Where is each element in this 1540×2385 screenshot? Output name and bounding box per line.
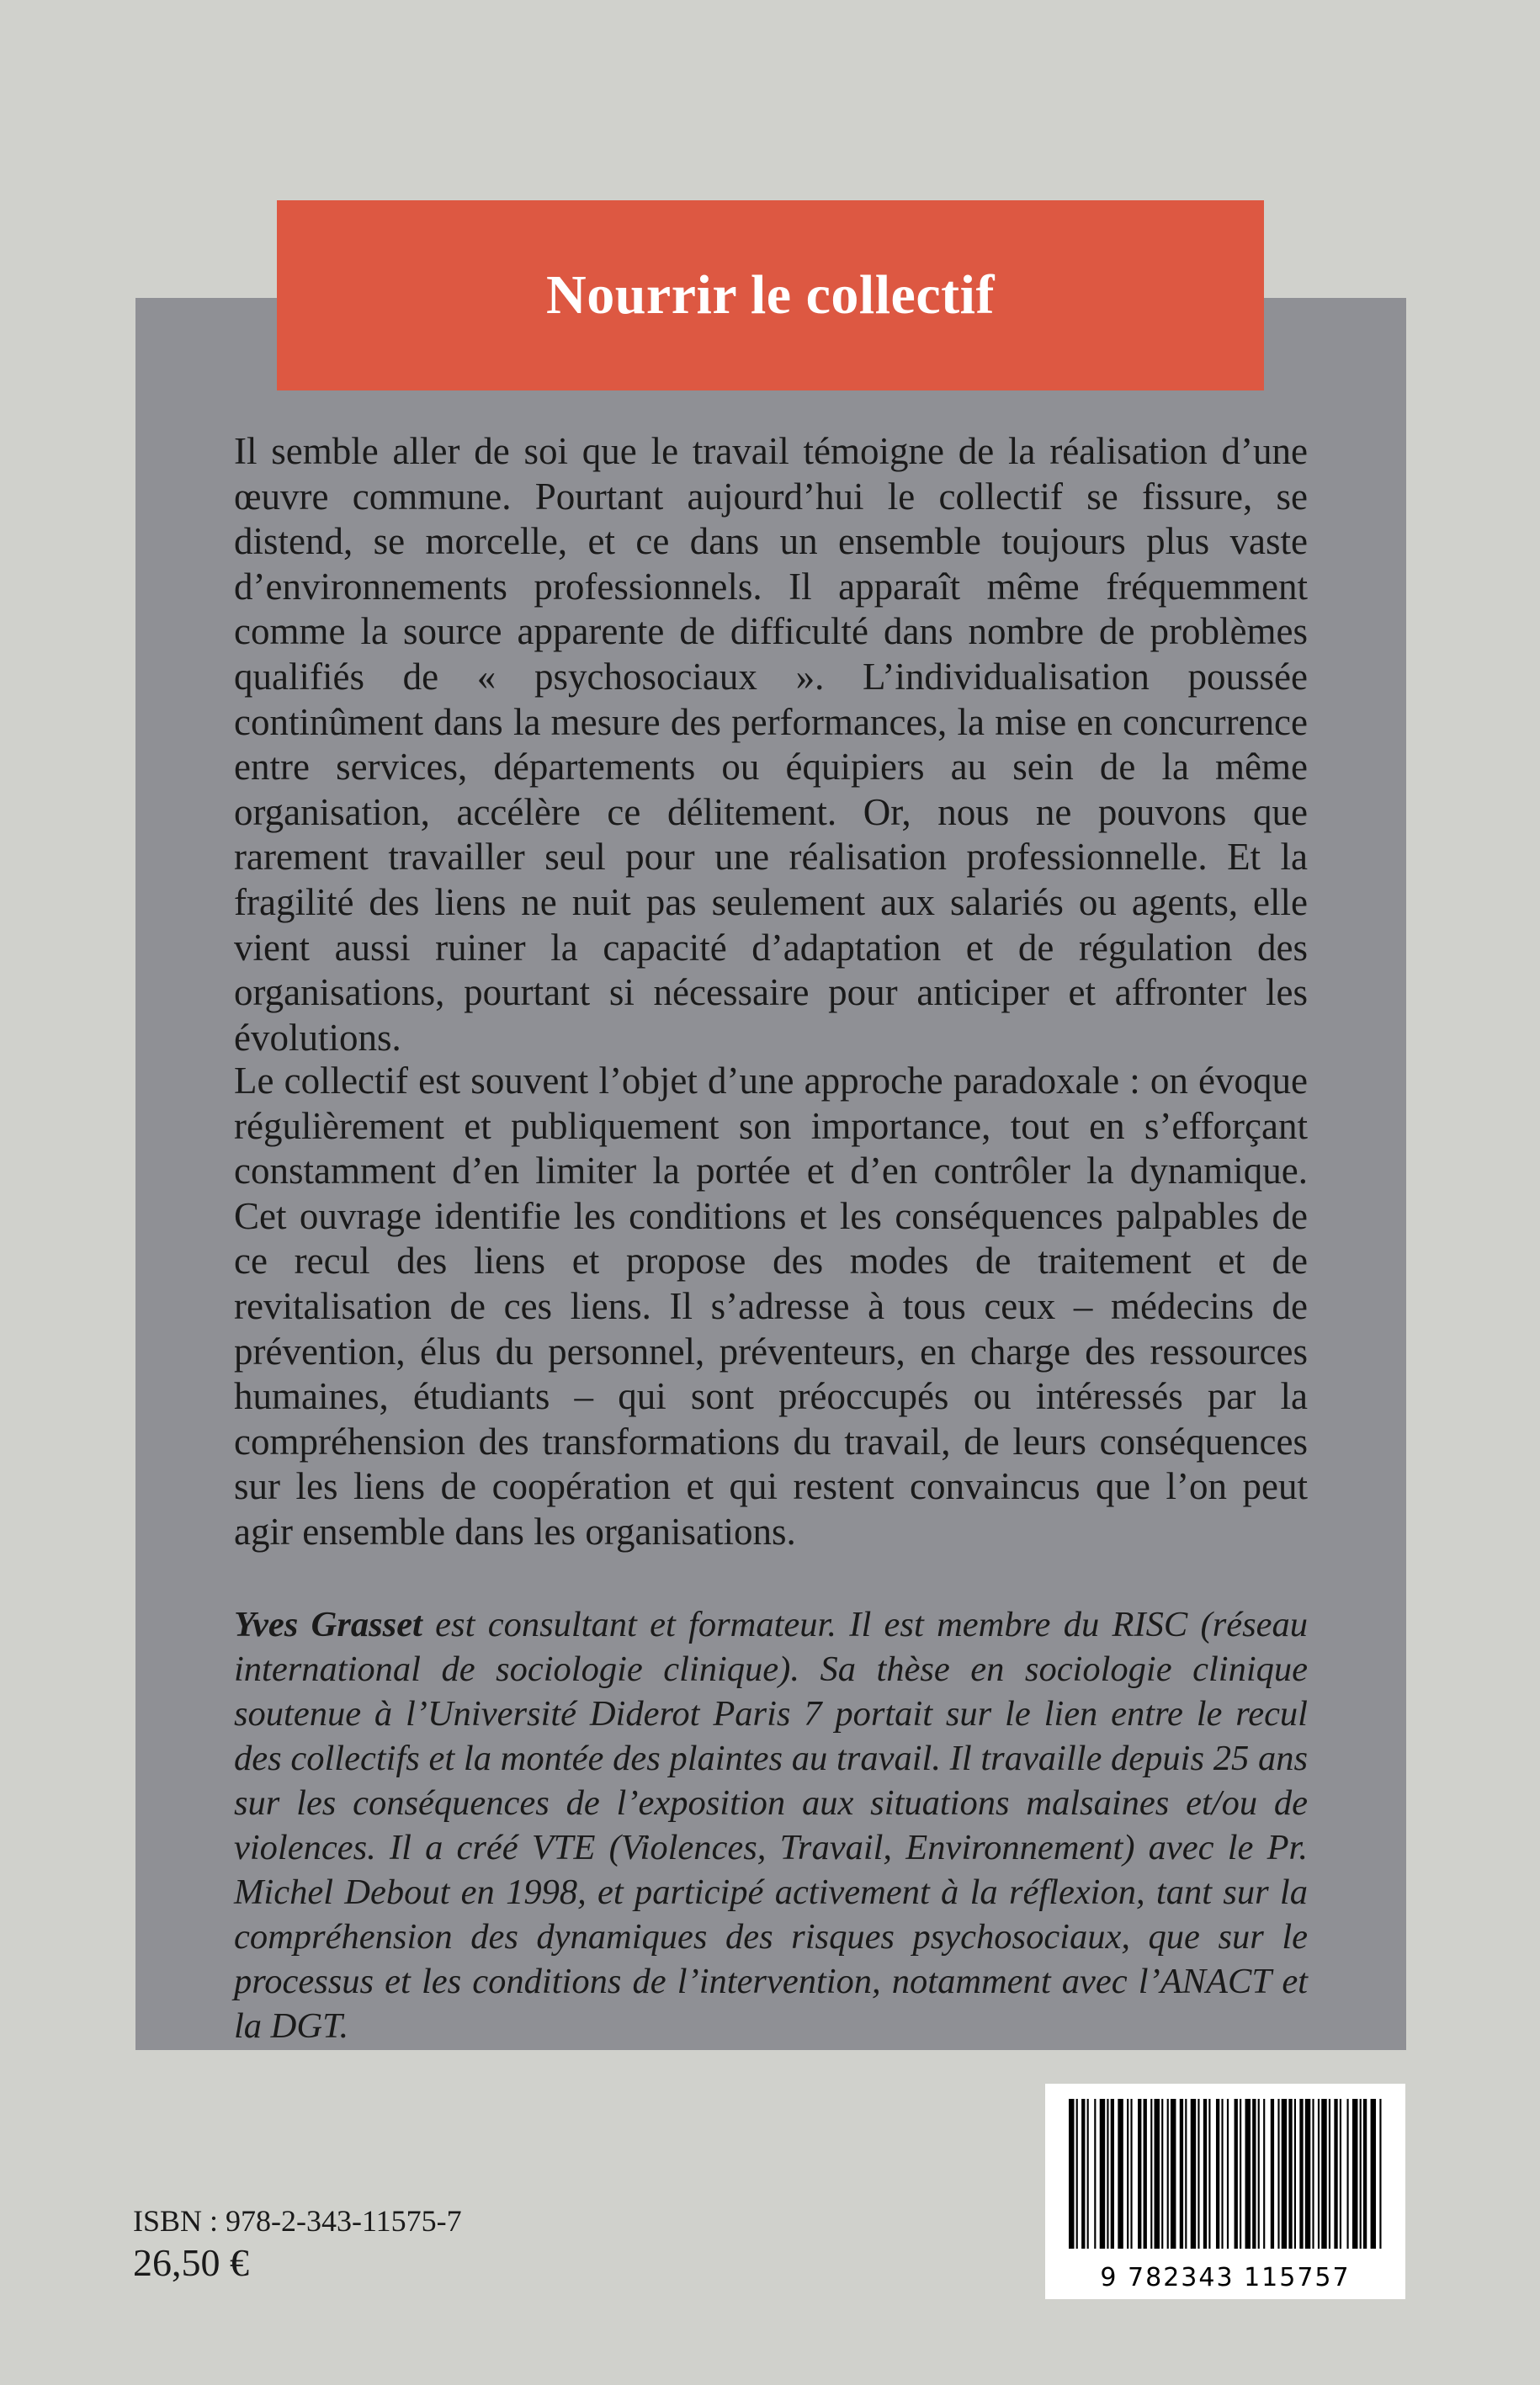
barcode-bar: [1144, 2099, 1147, 2249]
barcode-bar: [1277, 2099, 1279, 2249]
barcode-bar: [1138, 2099, 1141, 2249]
barcode-bar: [1282, 2099, 1287, 2249]
barcode-bar: [1299, 2099, 1303, 2249]
author-bio: [234, 1602, 1308, 2048]
summary-paragraph-1: Il semble aller de soi que le travail témoigne de la réalisation d’une œuvre commune. Pourtant aujourd’hui le collectif se fissure, se distend, se morcelle, et ce dans un ensemble toujours plus vaste d’environnements professionnels. Il apparaît même fréquemment comme la source apparente de difficulté dans nombre de problèmes qualifiés de « psychosociaux ». L’individualisation poussée continûment dans la mesure des performances, la mise en concurrence entre services, départements ou équipiers au sein de la même organisation, accélère ce délitement. Or, nous ne pouvons que rarement travailler seul pour une réalisation professionnelle. Et la fragilité des liens ne nuit pas seulement aux salariés ou agents, elle vient aussi ruiner la capacité d’adaptation et de régulation des organisations, pourtant si nécessaire pour anticiper et affronter les évolutions.: [234, 430, 1308, 1059]
barcode-bar: [1185, 2099, 1187, 2249]
barcode-bar: [1069, 2099, 1074, 2249]
barcode-bar: [1203, 2099, 1207, 2249]
barcode-bar: [1379, 2099, 1381, 2249]
barcode-bar: [1288, 2099, 1292, 2249]
barcode: [1045, 2084, 1405, 2299]
barcode-bar: [1081, 2099, 1085, 2249]
barcode-bar: [1329, 2099, 1330, 2249]
barcode-bar: [1111, 2099, 1114, 2249]
barcode-bar: [1371, 2099, 1376, 2249]
barcode-bar: [1076, 2099, 1078, 2249]
barcode-bar: [1155, 2099, 1160, 2249]
author-bio-text: est consultant et formateur. Il est membre du RISC (réseau international de sociologie clinique). Sa thèse en sociologie clinique soutenue à l’Université Diderot Paris 7 portait sur le lien entre le recul des collectifs et la montée des plaintes au travail. Il travaille depuis 25 ans sur les conséquences de l’exposition aux situations malsaines et/ou de violences. Il a créé VTE (Violences, Travail, Environnement) avec le Pr. Michel Debout en 1998, et participé activement à la réflexion, tant sur la compréhension des dynamiques des risques psychosociaux, que sur le processus et les conditions de l’intervention, notamment avec l’ANACT et la DGT.: [234, 1605, 1308, 2046]
barcode-bar: [1240, 2099, 1241, 2249]
barcode-bar: [1161, 2099, 1163, 2249]
barcode-bar: [1150, 2099, 1152, 2249]
barcode-bar: [1087, 2099, 1089, 2249]
barcode-bar: [1352, 2099, 1357, 2249]
barcode-bar: [1258, 2099, 1260, 2249]
barcode-bar: [1094, 2099, 1096, 2249]
book-title: Nourrir le collectif: [546, 264, 995, 326]
barcode-bar: [1227, 2099, 1229, 2249]
barcode-bar: [1216, 2099, 1219, 2249]
barcode-bar: [1340, 2099, 1341, 2249]
isbn: ISBN : 978-2-343-11575-7: [133, 2204, 462, 2238]
barcode-bar: [1118, 2099, 1123, 2249]
barcode-bar: [1346, 2099, 1348, 2249]
barcode-bar: [1271, 2099, 1274, 2249]
barcode-bar: [1208, 2099, 1210, 2249]
barcode-bar: [1360, 2099, 1362, 2249]
barcode-bar: [1363, 2099, 1367, 2249]
barcode-bar: [1245, 2099, 1251, 2249]
barcode-bar: [1221, 2099, 1223, 2249]
barcode-bar: [1305, 2099, 1310, 2249]
barcode-bar: [1167, 2099, 1169, 2249]
barcode-bar: [1180, 2099, 1183, 2249]
barcode-bars: [1069, 2099, 1382, 2249]
summary-paragraph-2: Le collectif est souvent l’objet d’une approche paradoxale : on évoque régulièrement et publiquement son importance, tout en s’efforçant constamment d’en limiter la portée et d’en contrôler la dynamique. Cet ouvrage identifie les conditions et les conséquences palpables de ce recul des liens et propose des modes de traitement et de revitalisation de ces liens. Il s’adresse à tous ceux – médecins de prévention, élus du personnel, préventeurs, en charge des ressources humaines, étudiants – qui sont préoccupés ou intéressés par la compréhension des transformations du travail, de leurs conséquences sur les liens de coopération et qui restent convaincus que l’on peut agir ensemble dans les organisations.: [234, 1060, 1308, 1553]
barcode-bar: [1130, 2099, 1132, 2249]
author-name: Yves Grasset: [234, 1605, 422, 1644]
barcode-bar: [1197, 2099, 1199, 2249]
barcode-bar: [1294, 2099, 1296, 2249]
barcode-digits: 9 782343 115757: [1100, 2263, 1351, 2292]
barcode-bar: [1127, 2099, 1128, 2249]
barcode-bar: [1100, 2099, 1105, 2249]
barcode-bar: [1312, 2099, 1314, 2249]
barcode-bar: [1171, 2099, 1176, 2249]
barcode-bar: [1107, 2099, 1108, 2249]
barcode-bar: [1318, 2099, 1320, 2249]
barcode-bar: [1235, 2099, 1238, 2249]
barcode-bar: [1191, 2099, 1196, 2249]
barcode-bar: [1252, 2099, 1256, 2249]
barcode-bar: [1334, 2099, 1337, 2249]
title-banner: [277, 200, 1264, 390]
barcode-bar: [1321, 2099, 1326, 2249]
price: 26,50 €: [133, 2241, 249, 2284]
barcode-bar: [1263, 2099, 1265, 2249]
